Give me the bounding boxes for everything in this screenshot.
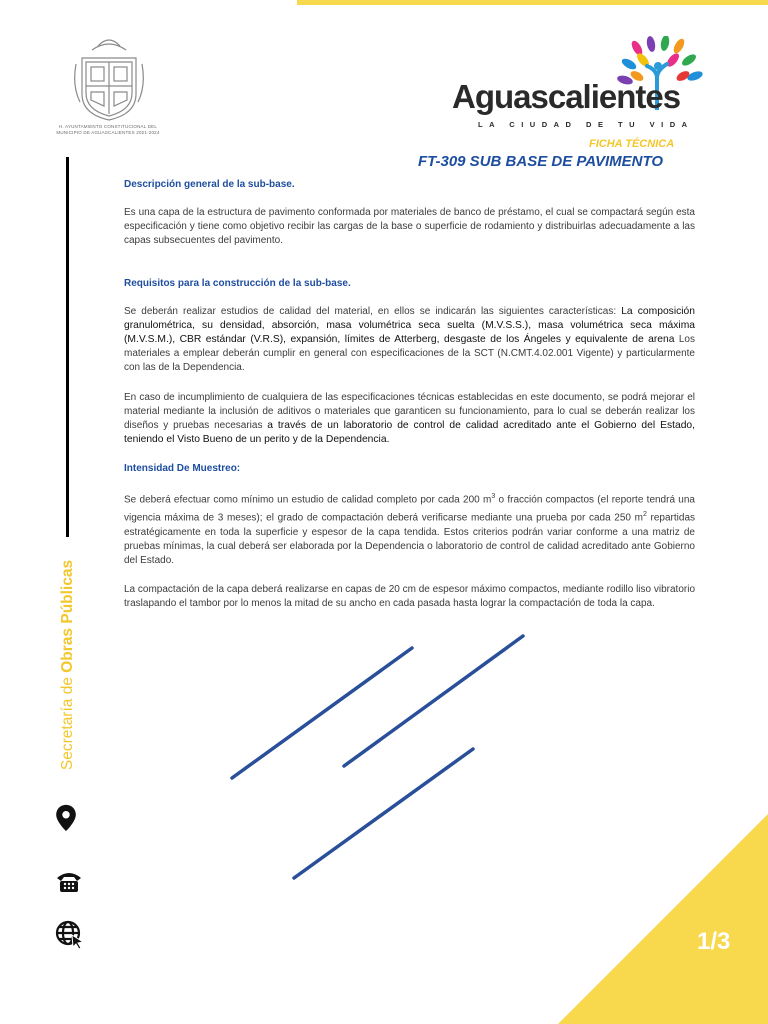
sampling-p1-c: repartidas estratégicamente en toda la superficie y espesor de la capa tendida. Estos criterios podrán variar conforme a una matriz de pruebas mínimas, la cual deberá ser elaborada por la Dependencia o laboratorio de control de calidad acreditado ante Gobierno del Estado. <box>124 512 696 566</box>
corner-accent-triangle <box>558 814 768 1024</box>
sidebar-divider <box>66 157 69 537</box>
sampling-p1-a: Se deberá efectuar como mínimo un estudio de calidad completo por cada 200 m <box>124 494 492 506</box>
sampling-paragraph-2: La compactación de la capa deberá realizarse en capas de 20 cm de espesor máximo compactos, mediante rodillo liso vibratorio traslapando el tambor por lo menos la mitad de su ancho en cada pasada hasta lograr la compactación de toda la capa. <box>124 584 695 610</box>
department-label-bold: Obras Públicas <box>59 559 76 673</box>
brand-tagline: LA CIUDAD DE TU VIDA <box>478 120 694 129</box>
sidebar-department-label <box>59 560 77 770</box>
sampling-paragraph-1 <box>124 490 695 568</box>
department-label-prefix: Secretaría de <box>59 672 76 771</box>
sampling-p1-superscript-2: 2 <box>642 510 647 518</box>
sampling-p1-b: o fracción compactos (el reporte tendrá una vigencia máxima de 3 meses); el grado de compactación deberá verificarse mediante una prueba por cada 250 m <box>124 494 695 524</box>
sampling-p1-superscript-3: 3 <box>491 493 496 501</box>
globe-cursor-icon <box>55 920 85 950</box>
cancellation-stroke-1 <box>232 648 412 778</box>
description-paragraph: Es una capa de la estructura de pavimento conformada por materiales de banco de préstamo, el cual se compactará según esta especificación y tiene como objetivo recibir las cargas de la base o superficie de rodamiento y distribuirlas adecuadamente a las capas subsecuentes del pavimento. <box>124 207 695 247</box>
document-title: FT-309 SUB BASE DE PAVIMENTO <box>418 153 664 170</box>
requirements-p1-intro: Se deberán realizar estudios de calidad del material, en ellos se indicarán las siguientes características: <box>124 305 622 317</box>
cancellation-stroke-2 <box>344 636 523 766</box>
cancellation-stroke-3 <box>294 749 473 878</box>
document-body <box>124 178 695 612</box>
top-accent-bar <box>297 0 768 5</box>
requirements-p1-standards: Los materiales a emplear deberán cumplir en general con especificaciones de la SCT (N.CMT.4.02.001 Vigente) y particularmente con las de la Dependencia. <box>124 334 695 374</box>
municipal-seal-icon <box>72 36 146 122</box>
seal-caption: H. AYUNTAMIENTO CONSTITUCIONAL DEL MUNICIPIO DE AGUASCALIENTES 2021-2024 <box>56 124 160 135</box>
location-pin-icon <box>54 804 78 832</box>
requirements-p2-intro: En caso de incumplimiento de cualquiera de las especificaciones técnicas establecidas en este documento, se podrá mejorar el material mediante la inclusión de aditivos o materiales que garanticen su funcionamiento, para lo cual se deberán realizar los diseños y pruebas necesarias <box>124 391 695 432</box>
requirements-p2-laboratory: a través de un laboratorio de control de calidad acreditado ante el Gobierno del Estado, teniendo el Visto Bueno de un perito y de la Dependencia. <box>124 420 696 446</box>
requirements-p1-properties: La composición granulométrica, su densidad, absorción, masa volumétrica seca suelta (M.V.S.S.), masa volumétrica seca máxima (M.V.S.M.), CBR estándar (V.R.S), expansión, límites de Atterberg, desgaste de los Ángeles y equivalente de arena <box>124 305 696 346</box>
telephone-icon <box>55 870 83 894</box>
section-heading-description: Descripción general de la sub-base. <box>124 179 295 190</box>
brand-name: Aguascalientes <box>452 78 681 115</box>
section-heading-sampling: Intensidad De Muestreo: <box>124 463 241 475</box>
section-heading-requirements: Requisitos para la construcción de la sub-base. <box>124 277 351 289</box>
requirements-paragraph-2 <box>124 391 695 448</box>
document-kind: FICHA TÉCNICA <box>589 138 675 150</box>
page-indicator: 1/3 <box>697 928 731 955</box>
requirements-paragraph-1 <box>124 305 695 376</box>
